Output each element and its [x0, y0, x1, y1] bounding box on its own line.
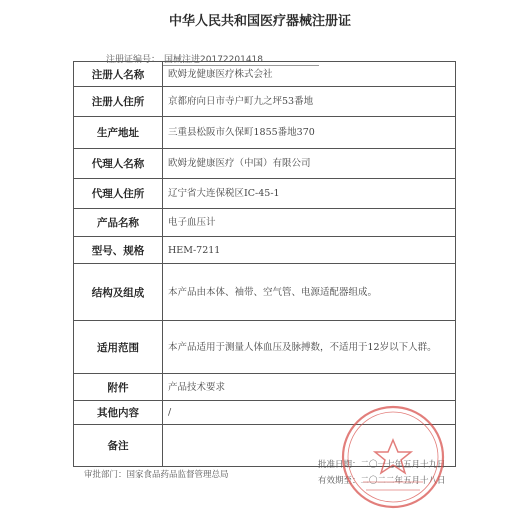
table-row — [74, 87, 456, 117]
table-row — [74, 117, 456, 149]
table-row — [74, 264, 456, 321]
row-label: 代理人名称 — [74, 149, 163, 179]
table-row — [74, 237, 456, 264]
department-label: 审批部门： — [84, 470, 127, 480]
row-value: 三重县松阪市久保町1855番地370 — [163, 117, 456, 149]
department-name: 国家食品药品监督管理总局 — [126, 470, 229, 480]
row-label: 注册人住所 — [74, 87, 163, 117]
expiry-date: 二〇二二年五月十八日 — [360, 476, 446, 486]
row-value: 本产品由本体、袖带、空气管、电源适配器组成。 — [163, 264, 456, 321]
row-value: / — [163, 401, 456, 425]
table-row — [74, 62, 456, 87]
table-row — [74, 149, 456, 179]
row-value: 欧姆龙健康医疗（中国）有限公司 — [163, 149, 456, 179]
row-label: 适用范围 — [74, 321, 163, 374]
row-label: 注册人名称 — [74, 62, 163, 87]
row-label: 型号、规格 — [74, 237, 163, 264]
page-title: 中华人民共和国医疗器械注册证 — [168, 14, 351, 29]
row-value: 本产品适用于测量人体血压及脉搏数，不适用于12岁以下人群。 — [163, 321, 456, 374]
row-label: 结构及组成 — [74, 264, 163, 321]
approval-department — [84, 468, 229, 480]
row-value: 产品技术要求 — [163, 374, 456, 401]
table-row — [74, 374, 456, 401]
row-label: 其他内容 — [74, 401, 163, 425]
official-seal-icon — [338, 402, 448, 512]
table-row — [74, 321, 456, 374]
row-value: HEM-7211 — [163, 237, 456, 264]
approval-date: 二〇一七年五月十九日 — [360, 460, 446, 470]
row-value: 欧姆龙健康医疗株式会社 — [163, 62, 456, 87]
row-label: 代理人住所 — [74, 179, 163, 209]
registration-number-label: 注册证编号： — [106, 55, 161, 65]
table-row — [74, 209, 456, 237]
row-value: 辽宁省大连保税区IC-45-1 — [163, 179, 456, 209]
row-value: 电子血压计 — [163, 209, 456, 237]
row-value: 京都府向日市寺户町九之坪53番地 — [163, 87, 456, 117]
approval-date-label: 批准日期： — [318, 460, 361, 470]
row-label: 产品名称 — [74, 209, 163, 237]
expiry-date-label: 有效期至： — [318, 476, 361, 486]
row-label: 备注 — [74, 425, 163, 467]
table-row — [74, 179, 456, 209]
registration-number: 国械注进20172201418 — [162, 55, 319, 66]
row-label: 附件 — [74, 374, 163, 401]
row-label: 生产地址 — [74, 117, 163, 149]
